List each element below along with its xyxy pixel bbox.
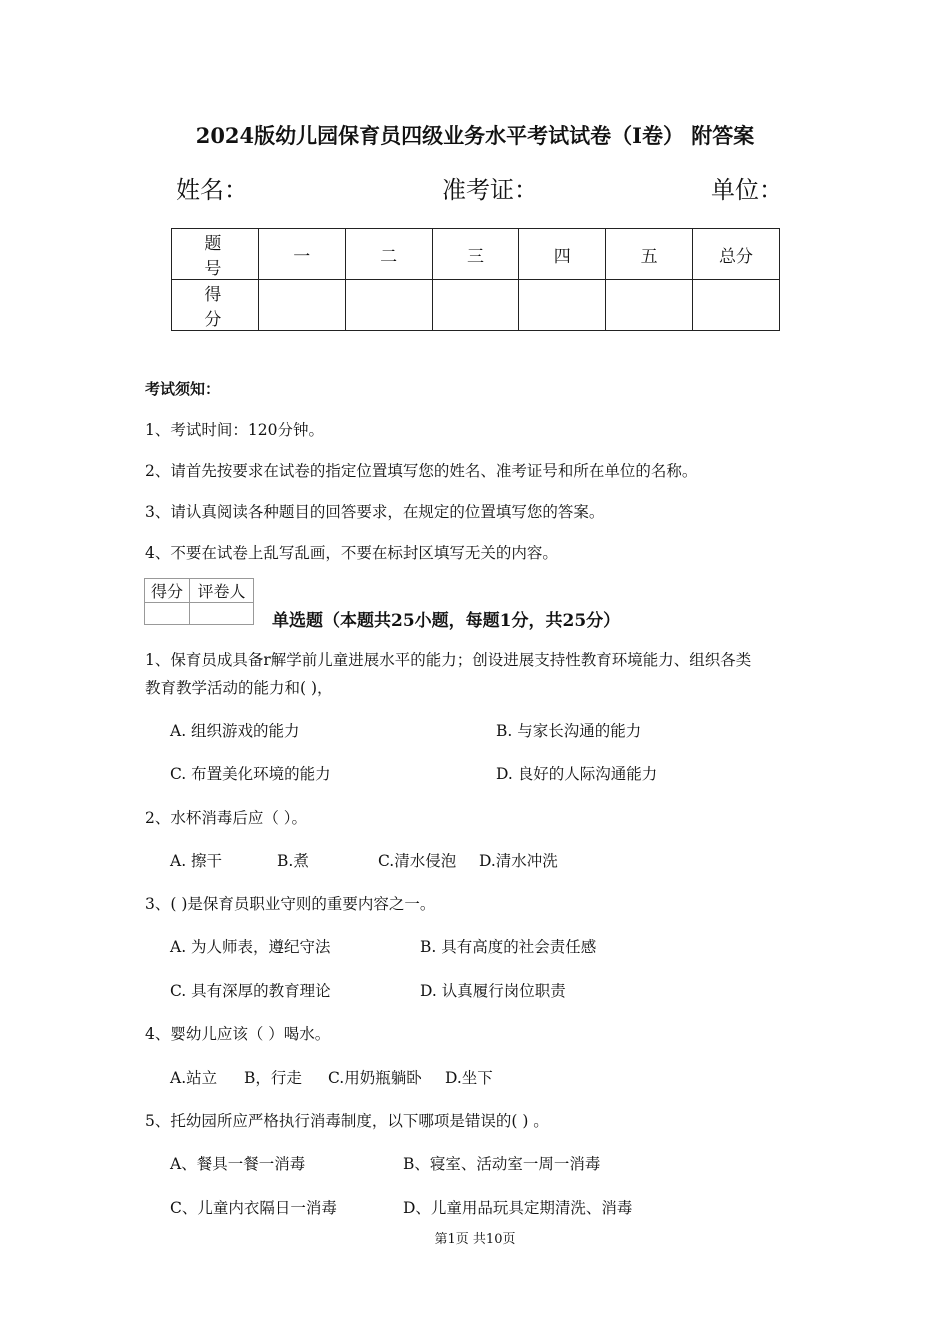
page-footer: 第1页 共10页: [434, 1232, 516, 1247]
grader-name-label: 评卷人: [190, 579, 254, 603]
score-cell-2[interactable]: [345, 280, 432, 331]
question-1-option-d: D. 良好的人际沟通能力: [496, 765, 658, 783]
grader-table: [144, 578, 254, 625]
notice-item: 1、考试时间：120分钟。: [145, 421, 324, 439]
question-2-stem: 2、水杯消毒后应（ ）。: [145, 809, 308, 827]
question-4-option-a: A.站立: [170, 1069, 218, 1087]
question-4-option-d: D.坐下: [445, 1069, 493, 1087]
score-cell-5[interactable]: [606, 280, 693, 331]
question-3-option-c: C. 具有深厚的教育理论: [170, 982, 331, 1000]
name-label: 姓名：: [176, 176, 248, 204]
question-5-option-a: A、餐具一餐一消毒: [170, 1155, 306, 1173]
question-5-option-b: B、寝室、活动室一周一消毒: [403, 1155, 601, 1173]
section-5-header: 五: [606, 229, 693, 280]
question-4-stem: 4、婴幼儿应该（ ）喝水。: [145, 1025, 331, 1043]
question-5-stem: 5、托幼园所应严格执行消毒制度，以下哪项是错误的( ) 。: [145, 1112, 549, 1130]
question-2-option-c: C.清水侵泡: [378, 852, 457, 870]
score-cell-1[interactable]: [258, 280, 345, 331]
score-cell-4[interactable]: [519, 280, 606, 331]
notice-item: 4、不要在试卷上乱写乱画，不要在标封区填写无关的内容。: [145, 544, 558, 562]
question-1-option-b: B. 与家长沟通的能力: [496, 722, 642, 740]
grader-score-label: 得分: [145, 579, 190, 603]
question-1-stem-cont: 教育教学活动的能力和( )，: [145, 679, 333, 697]
score-table: [171, 228, 780, 331]
question-3-option-d: D. 认真履行岗位职责: [420, 982, 566, 1000]
question-1-option-c: C. 布置美化环境的能力: [170, 765, 331, 783]
question-1-stem: 1、保育员成具备r解学前儿童进展水平的能力；创设进展支持性教育环境能力、组织各类: [145, 651, 752, 669]
notice-item: 2、请首先按要求在试卷的指定位置填写您的姓名、准考证号和所在单位的名称。: [145, 462, 698, 480]
question-4-option-b: B，行走: [244, 1069, 302, 1087]
score-table-header-row: [172, 229, 780, 280]
score-cell-total[interactable]: [693, 280, 780, 331]
question-3-option-b: B. 具有高度的社会责任感: [420, 938, 597, 956]
question-3-stem: 3、( )是保育员职业守则的重要内容之一。: [145, 895, 436, 913]
question-number-header: 题 号: [172, 229, 259, 280]
question-2-option-b: B.煮: [277, 852, 309, 870]
grader-score-cell[interactable]: [145, 603, 190, 625]
score-row-label: 得 分: [172, 280, 259, 331]
section-1-header: 一: [258, 229, 345, 280]
question-4-option-c: C.用奶瓶躺卧: [328, 1069, 422, 1087]
question-1-option-a: A. 组织游戏的能力: [170, 722, 300, 740]
notice-heading: 考试须知：: [145, 380, 221, 398]
section-4-header: 四: [519, 229, 606, 280]
page-title: 2024版幼儿园保育员四级业务水平考试试卷（I卷） 附答案: [195, 123, 755, 148]
question-3-option-a: A. 为人师表，遵纪守法: [170, 938, 331, 956]
score-table-score-row: [172, 280, 780, 331]
grader-name-cell[interactable]: [190, 603, 254, 625]
notice-item: 3、请认真阅读各种题目的回答要求，在规定的位置填写您的答案。: [145, 503, 605, 521]
question-2-option-d: D.清水冲洗: [479, 852, 558, 870]
exam-id-label: 准考证：: [442, 176, 538, 204]
unit-label: 单位：: [711, 176, 783, 204]
section-2-header: 二: [345, 229, 432, 280]
section-title: 单选题（本题共25小题，每题1分，共25分）: [272, 611, 621, 631]
section-3-header: 三: [432, 229, 519, 280]
total-header: 总分: [693, 229, 780, 280]
question-2-option-a: A. 擦干: [170, 852, 223, 870]
score-cell-3[interactable]: [432, 280, 519, 331]
question-5-option-d: D、儿童用品玩具定期清洗、消毒: [403, 1199, 633, 1217]
question-5-option-c: C、儿童内衣隔日一消毒: [170, 1199, 337, 1217]
